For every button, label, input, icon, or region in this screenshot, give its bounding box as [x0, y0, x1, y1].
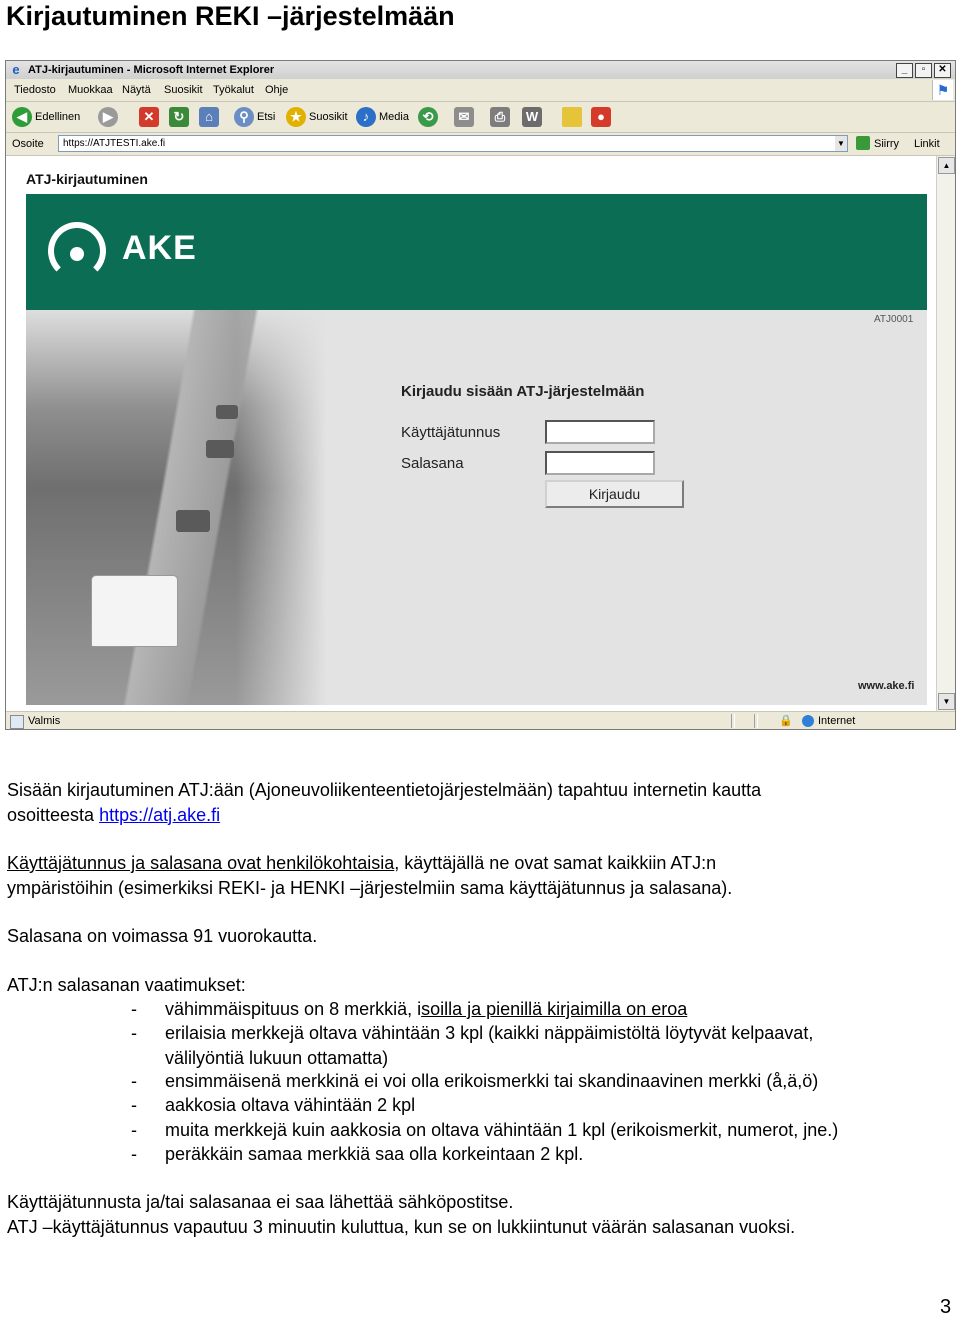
- address-label: Osoite: [12, 138, 44, 150]
- intro-line-2: [7, 803, 952, 828]
- address-dropdown-icon[interactable]: ▼: [835, 136, 847, 151]
- lock-icon: 🔒: [779, 715, 793, 727]
- status-bar: [6, 711, 955, 730]
- atj-link[interactable]: https://atj.ake.fi: [99, 804, 221, 825]
- list-dash: -: [131, 1095, 137, 1115]
- list-dash: -: [131, 999, 137, 1019]
- back-button[interactable]: [12, 106, 80, 128]
- requirement-text: aakkosia oltava vähintään 2 kpl: [165, 1095, 416, 1115]
- refresh-button[interactable]: [169, 106, 189, 128]
- username-input[interactable]: [545, 420, 655, 444]
- personal-rest: , käyttäjällä ne ovat samat kaikkiin ATJ:n: [394, 853, 717, 873]
- list-dash: -: [131, 1120, 137, 1140]
- close-button[interactable]: ✕: [934, 63, 951, 78]
- menu-favorites[interactable]: Suosikit: [164, 84, 203, 96]
- go-arrow-icon[interactable]: [856, 136, 870, 150]
- browser-titlebar: [6, 61, 955, 79]
- personal-underlined: Käyttäjätunnus ja salasana ovat henkilökohtaisia: [7, 853, 395, 873]
- media-label: Media: [379, 111, 409, 124]
- page-viewport: [6, 156, 936, 711]
- vertical-scrollbar[interactable]: [936, 156, 955, 711]
- car-image: [176, 510, 210, 532]
- menu-help[interactable]: Ohje: [265, 84, 289, 96]
- messenger-icon: ●: [591, 107, 611, 127]
- media-button[interactable]: [356, 106, 409, 128]
- login-form-title: Kirjaudu sisään ATJ-järjestelmään: [401, 383, 645, 400]
- menu-tools[interactable]: Työkalut: [213, 84, 254, 96]
- requirement-text: [165, 997, 955, 1022]
- document-title: Kirjautuminen REKI –järjestelmään: [6, 1, 455, 31]
- password-label: Salasana: [401, 455, 464, 472]
- history-button[interactable]: [418, 106, 438, 128]
- login-button[interactable]: Kirjaudu: [545, 480, 684, 508]
- address-bar: [6, 133, 955, 156]
- ake-banner: [26, 194, 927, 310]
- search-icon: ⚲: [234, 107, 254, 127]
- back-label: Edellinen: [35, 111, 81, 124]
- scroll-up-icon[interactable]: ▲: [938, 157, 955, 174]
- list-dash: -: [131, 1144, 137, 1164]
- forward-arrow-icon: ▶: [98, 107, 118, 127]
- footer-url: www.ake.fi: [858, 680, 915, 692]
- page-done-icon: [10, 715, 24, 729]
- intro-line-1: Sisään kirjautuminen ATJ:ään (Ajoneuvoliikenteentietojärjestelmään) tapahtuu internetin kautta: [7, 780, 762, 800]
- forward-button[interactable]: [98, 106, 118, 128]
- intro-prefix: osoitteesta: [7, 804, 100, 825]
- window-title: ATJ-kirjautuminen - Microsoft Internet Explorer: [28, 64, 275, 76]
- personal-credentials-paragraph: [7, 851, 952, 900]
- car-image: [206, 440, 234, 458]
- word-icon: W: [522, 107, 542, 127]
- menu-file[interactable]: Tiedosto: [14, 84, 56, 96]
- password-input[interactable]: [545, 451, 655, 475]
- favorites-button[interactable]: [286, 106, 348, 128]
- links-button[interactable]: Linkit: [914, 138, 940, 150]
- edit-button[interactable]: [522, 106, 542, 128]
- search-button[interactable]: [234, 106, 275, 128]
- intro-paragraph: [7, 778, 952, 827]
- requirement-text: muita merkkejä kuin aakkosia on oltava vähintään 1 kpl (erikoismerkit, numerot, jne.): [165, 1120, 839, 1140]
- ake-logo-dot: [70, 247, 84, 261]
- login-page-heading: ATJ-kirjautuminen: [26, 171, 148, 187]
- browser-window: [5, 60, 956, 730]
- internet-zone-icon: [802, 715, 814, 727]
- print-button[interactable]: [490, 106, 510, 128]
- personal-line-2: ympäristöihin (esimerkiksi REKI- ja HENKI –järjestelmiin sama käyttäjätunnus ja salasana).: [7, 877, 733, 898]
- req1-underlined: soilla ja pienillä kirjaimilla on eroa: [421, 999, 688, 1019]
- home-button[interactable]: [199, 106, 219, 128]
- stop-icon: ✕: [139, 107, 159, 127]
- requirement-text: peräkkäin samaa merkkiä saa olla korkeintaan 2 kpl.: [165, 1144, 584, 1164]
- minimize-button[interactable]: _: [896, 63, 913, 78]
- windows-flag-icon: ⚑: [932, 80, 953, 100]
- history-icon: ⟲: [418, 107, 438, 127]
- req2-line-1: erilaisia merkkejä oltava vähintään 3 kpl (kaikki näppäimistöltä löytyvät kelpaavat,: [165, 1023, 814, 1043]
- requirement-text: [165, 1021, 955, 1070]
- maximize-button[interactable]: ▫: [915, 63, 932, 78]
- closing-notes: [7, 1190, 952, 1239]
- home-icon: ⌂: [199, 107, 219, 127]
- req2-line-2: välilyöntiä lukuun ottamatta): [165, 1047, 389, 1068]
- discuss-button[interactable]: [562, 106, 582, 128]
- login-content: [26, 310, 927, 705]
- page-number: 3: [940, 1296, 952, 1318]
- validity-note: Salasana on voimassa 91 vuorokautta.: [7, 926, 318, 946]
- favorites-label: Suosikit: [309, 111, 348, 124]
- menu-bar: [6, 79, 955, 102]
- personal-line-1: [7, 851, 952, 876]
- go-button[interactable]: Siirry: [874, 138, 900, 150]
- back-arrow-icon: ◀: [12, 107, 32, 127]
- ie-logo-icon: e: [12, 62, 20, 77]
- stop-button[interactable]: [139, 106, 159, 128]
- address-value: https://ATJTESTI.ake.fi: [63, 138, 166, 149]
- scroll-down-icon[interactable]: ▼: [938, 693, 955, 710]
- username-label: Käyttäjätunnus: [401, 424, 501, 441]
- address-input[interactable]: [58, 135, 848, 152]
- mail-button[interactable]: [454, 106, 474, 128]
- lockout-note: ATJ –käyttäjätunnus vapautuu 3 minuutin kuluttua, kun se on lukkiintunut väärän salasanan vuoksi.: [7, 1216, 796, 1237]
- messenger-button[interactable]: [591, 106, 611, 128]
- refresh-icon: ↻: [169, 107, 189, 127]
- req1-prefix: vähimmäispituus on 8 merkkiä, i: [165, 999, 422, 1019]
- media-icon: ♪: [356, 107, 376, 127]
- star-icon: ★: [286, 107, 306, 127]
- status-divider: [731, 714, 735, 728]
- search-label: Etsi: [257, 111, 276, 124]
- menu-view[interactable]: Näytä: [122, 84, 151, 96]
- form-code: ATJ0001: [874, 314, 914, 325]
- status-text: Valmis: [28, 715, 61, 727]
- menu-edit[interactable]: Muokkaa: [68, 84, 113, 96]
- security-zone: Internet: [818, 715, 856, 727]
- requirement-text: ensimmäisenä merkkinä ei voi olla erikoismerkki tai skandinaavinen merkki (å,ä,ö): [165, 1071, 819, 1091]
- status-divider: [754, 714, 758, 728]
- email-note: Käyttäjätunnusta ja/tai salasanaa ei saa lähettää sähköpostitse.: [7, 1192, 514, 1212]
- van-image: [91, 575, 178, 647]
- list-dash: -: [131, 1023, 137, 1043]
- list-dash: -: [131, 1071, 137, 1091]
- print-icon: ⎙: [490, 107, 510, 127]
- folder-icon: [562, 107, 582, 127]
- mail-icon: ✉: [454, 107, 474, 127]
- browser-toolbar: [6, 102, 955, 133]
- brand-name: AKE: [122, 229, 197, 267]
- requirements-title: ATJ:n salasanan vaatimukset:: [7, 975, 246, 995]
- car-image: [216, 405, 238, 419]
